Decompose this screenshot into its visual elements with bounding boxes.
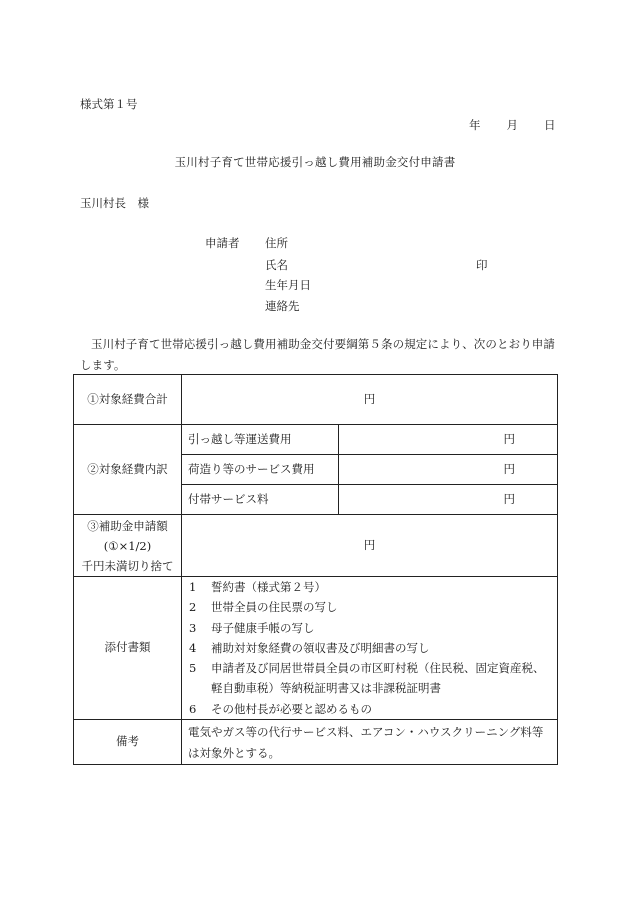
breakdown-label: ②対象経費内訳: [74, 425, 182, 515]
page-title: 玉川村子育て世帯応援引っ越し費用補助金交付申請書: [174, 155, 456, 169]
application-table: [73, 374, 558, 765]
total-label: ①対象経費合計: [74, 375, 182, 425]
applicant-name-label: 氏名: [265, 258, 288, 272]
list-item: [182, 699, 557, 719]
date-line: [469, 120, 556, 132]
remarks-label: 備考: [74, 720, 182, 765]
form-number: 様式第１号: [80, 97, 138, 111]
list-item-text: 申請者及び同居世帯員全員の市区町村税（住民税、固定資産税、: [211, 661, 545, 676]
list-item-text: 誓約書（様式第２号）: [211, 580, 326, 594]
breakdown-item-name: 荷造り等のサービス費用: [182, 455, 339, 485]
list-item-text: 世帯全員の住民票の写し: [211, 600, 338, 615]
table-row-breakdown: [74, 425, 558, 455]
applicant-address-label: 住所: [265, 236, 288, 250]
attachments-list: [182, 577, 558, 720]
addressee: 玉川村長 様: [80, 196, 149, 210]
breakdown-item-amount[interactable]: 円: [339, 485, 558, 515]
list-item-text: 補助対対象経費の領収書及び明細書の写し: [211, 640, 430, 655]
list-item-continuation: 軽自動車税）等納税証明書又は非課税証明書: [211, 681, 441, 696]
table-row-attachments: [74, 577, 558, 720]
table-row-remarks: [74, 720, 558, 765]
list-item-number: 5: [189, 661, 197, 676]
subsidy-label: [74, 515, 182, 577]
list-item-number: 4: [189, 640, 197, 655]
subsidy-label-line1: ③補助金申請額: [87, 518, 168, 533]
list-item-number: 2: [189, 600, 197, 615]
breakdown-item-amount[interactable]: 円: [339, 425, 558, 455]
date-year: 年: [469, 118, 481, 132]
list-item-text: その他村長が必要と認めるもの: [211, 701, 372, 716]
date-month: 月: [506, 118, 518, 132]
list-item: [182, 658, 557, 678]
list-item-number: 6: [189, 701, 197, 716]
subsidy-amount-cell[interactable]: 円: [182, 515, 558, 577]
total-amount-cell[interactable]: 円: [182, 375, 558, 425]
intro-paragraph: 玉川村子育て世帯応援引っ越し費用補助金交付要綱第５条の規定により、次のとおり申請します。: [80, 337, 555, 372]
list-item-number: 1: [189, 580, 197, 594]
remarks-text: 電気やガス等の代行サービス料、エアコン・ハウスクリーニング料等は対象外とする。: [188, 725, 544, 761]
applicant-label: 申請者: [205, 236, 240, 250]
breakdown-item-name: 付帯サービス料: [182, 485, 339, 515]
list-item-text: 母子健康手帳の写し: [211, 620, 315, 635]
list-item: [182, 597, 557, 617]
applicant-contact-label: 連絡先: [265, 299, 300, 313]
date-day: 日: [544, 118, 556, 132]
applicant-dob-label: 生年月日: [265, 278, 311, 292]
remarks-cell: [182, 720, 558, 765]
breakdown-item-name: 引っ越し等運送費用: [182, 425, 339, 455]
subsidy-label-line3: 千円未満切り捨て: [81, 558, 174, 573]
attachments-label: 添付書類: [74, 577, 182, 720]
seal-mark: 印: [476, 258, 488, 272]
table-row-subsidy: [74, 515, 558, 577]
table-row-total: [74, 375, 558, 425]
list-item: [182, 638, 557, 658]
subsidy-label-line2: (①×1/2): [103, 538, 152, 553]
list-item: [182, 577, 557, 597]
breakdown-item-amount[interactable]: 円: [339, 455, 558, 485]
list-item: [182, 618, 557, 638]
list-item-number: 3: [189, 620, 197, 635]
